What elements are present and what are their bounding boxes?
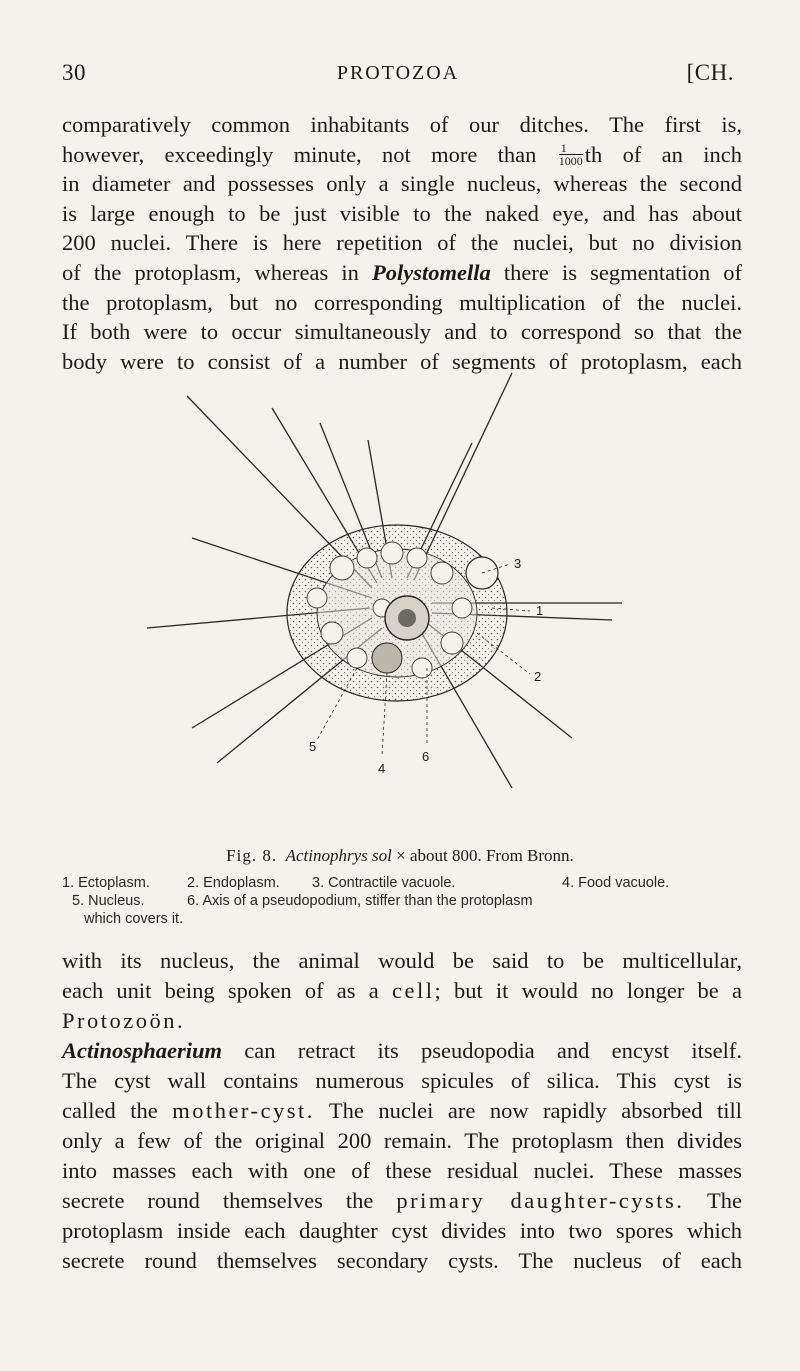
text-line: comparatively common inhabitants of our ditches. The first is, [62,112,742,137]
text-span: each unit being spoken of as a [62,978,392,1003]
text-line: body were to consist of a number of segments of protoplasm, each [62,348,742,374]
text-line: protoplasm inside each daughter cyst divides into two spores which [62,1218,742,1243]
legend-item: 2. Endoplasm. [187,875,280,891]
term-mother-cyst: mother-cyst. [172,1098,315,1123]
text-span: The nuclei are now rapidly absorbed till [314,1098,742,1123]
label-2: 2 [534,669,542,684]
page-number: 30 [62,60,86,85]
text-line: is large enough to be just visible to the naked eye, and has about [62,200,742,226]
text-line [62,1036,742,1066]
text-line: The cyst wall contains numerous spicules of silica. This cyst is [62,1068,742,1093]
figure-caption [0,846,800,866]
paragraph-1 [62,110,742,376]
text-span: of the protoplasm, whereas in [62,259,372,285]
text-line: into masses each with one of these residual nuclei. These masses [62,1158,742,1183]
fraction-numerator: 1 [559,142,583,155]
genus-name: Actinosphaerium [62,1038,223,1063]
food-vacuole [372,643,402,673]
text-line: If both were to occur simultaneously and to correspond so that the [62,319,742,345]
text-line: secrete round themselves secondary cysts. The nucleus of each [62,1248,742,1273]
text-span: there is segmentation of [490,259,742,285]
text-line [62,140,742,170]
fraction-denominator: 1000 [558,153,583,168]
text-span: called the [62,1098,173,1123]
text-span: secrete round themselves the [62,1188,397,1213]
text-line [62,258,742,288]
text-line: Protozoön. [62,1008,186,1033]
figure-legend [62,874,752,928]
text-line: the protoplasm, but no corresponding multiplication of the nuclei. [62,289,742,315]
legend-row [62,874,752,892]
nucleolus [398,609,416,627]
label-1: 1 [536,603,544,618]
legend-row [62,910,752,928]
chapter-mark: [CH. [686,60,734,85]
text-line: 200 nuclei. There is here repetition of the nuclei, but no division [62,230,742,256]
text-line [62,976,742,1006]
label-5: 5 [309,739,317,754]
legend-item: 4. Food vacuole. [562,875,670,891]
legend-item: 1. Ectoplasm. [62,875,150,891]
fraction [559,142,583,167]
figure-number: Fig. 8. [226,846,278,865]
text-span: however, exceedingly minute, not more than [62,141,557,167]
legend-item: 3. Contractile vacuole. [312,875,456,891]
label-4: 4 [378,761,386,776]
species-name: Actinophrys sol [285,846,392,865]
legend-row [62,892,752,910]
paragraph-2 [62,946,742,1276]
text-line [62,1096,742,1126]
term-primary-daughter-cysts: primary daughter-cysts. [396,1188,685,1213]
page-header [62,60,734,100]
text-span: th of an inch [584,141,742,167]
text-line [62,1186,742,1216]
text-span: The [684,1188,742,1213]
text-line: with its nucleus, the animal would be said to be multicellular, [62,948,742,973]
term-cell: cell [391,978,435,1003]
actinophrys-illustration [142,368,662,798]
legend-item: 6. Axis of a pseudopodium, stiffer than the protoplasm [187,893,533,909]
label-3: 3 [514,556,522,571]
caption-text: × about 800. From Bronn. [391,846,574,865]
label-6: 6 [422,749,430,764]
text-line: only a few of the original 200 remain. The protoplasm then divides [62,1128,742,1153]
text-span: can retract its pseudopodia and encyst itself. [222,1038,742,1063]
text-line: in diameter and possesses only a single nucleus, whereas the second [62,171,742,197]
legend-item: 5. Nucleus. [72,893,145,909]
legend-item: which covers it. [84,911,184,927]
running-title: PROTOZOA [336,62,460,84]
text-span: ; but it would no longer be a [434,978,742,1003]
genus-name: Polystomella [372,259,491,285]
